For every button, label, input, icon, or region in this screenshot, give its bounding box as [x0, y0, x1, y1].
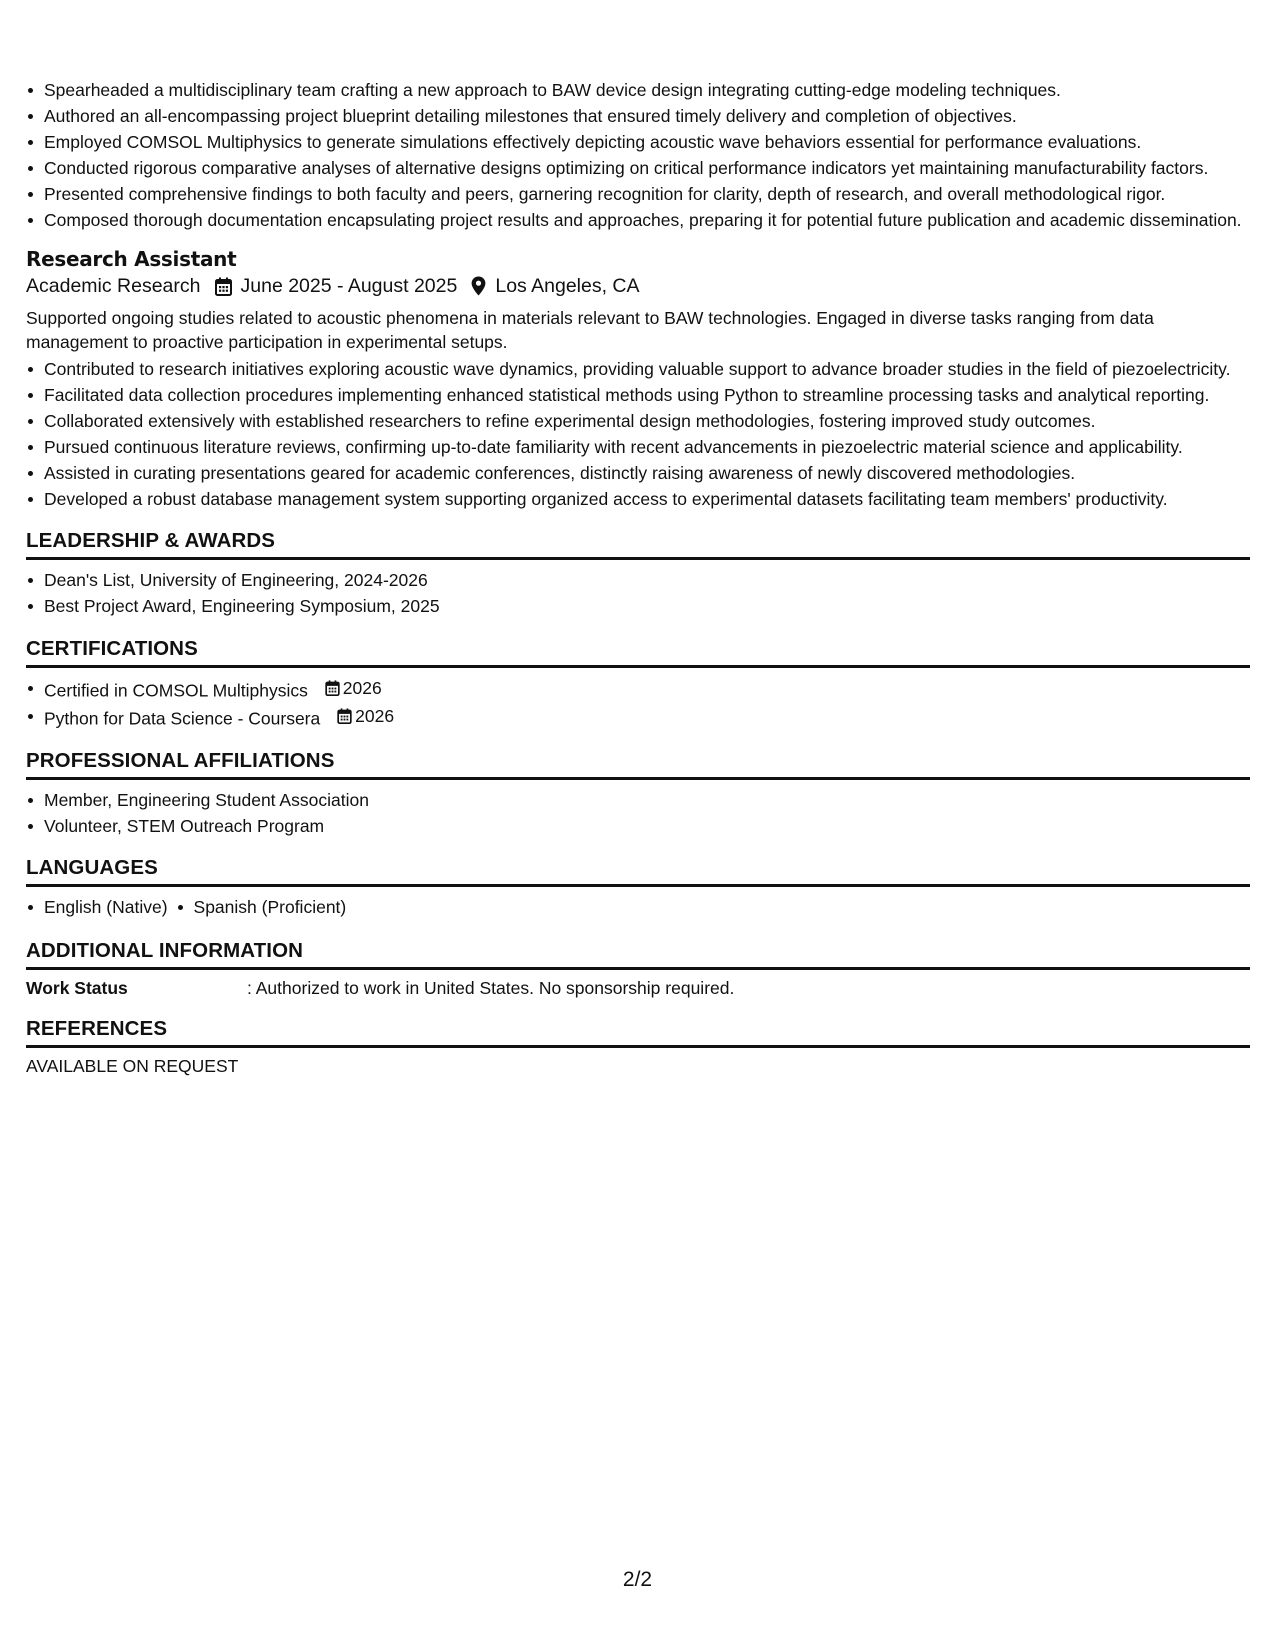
list-item: Best Project Award, Engineering Symposium, 2025 — [44, 594, 1250, 619]
section-affiliations — [26, 780, 1250, 839]
section-references — [26, 1048, 1250, 1077]
job-company: Academic Research — [26, 274, 201, 297]
calendar-icon — [215, 277, 232, 296]
section-heading-certifications: CERTIFICATIONS — [26, 637, 1250, 668]
cert-date — [325, 676, 382, 701]
list-item: Collaborated extensively with established researchers to refine experimental design methodologies, fostering improved study outcomes. — [44, 409, 1250, 434]
list-item: English (Native) — [44, 895, 168, 920]
calendar-icon — [337, 708, 352, 724]
list-item: Authored an all-encompassing project blueprint detailing milestones that ensured timely delivery and completion of objectives. — [44, 104, 1250, 129]
map-pin-icon — [471, 276, 486, 296]
list-item: Developed a robust database management system supporting organized access to experimental datasets facilitating team members' productivity. — [44, 487, 1250, 512]
project-bullet-list — [26, 78, 1250, 233]
cert-date — [337, 704, 394, 729]
section-heading-additional: ADDITIONAL INFORMATION — [26, 939, 1250, 970]
cert-year: 2026 — [355, 705, 395, 726]
section-heading-references: REFERENCES — [26, 1017, 1250, 1048]
job-summary: Supported ongoing studies related to acoustic phenomena in materials relevant to BAW technologies. Engaged in diverse tasks ranging from data management to proactive participation in experimental setups. — [26, 307, 1154, 352]
job-meta — [26, 275, 1250, 298]
list-item: Conducted rigorous comparative analyses of alternative designs optimizing on critical performance indicators yet maintaining manufacturability factors. — [44, 156, 1250, 181]
list-item: Presented comprehensive findings to both faculty and peers, garnering recognition for clarity, depth of research, and overall methodological rigor. — [44, 182, 1250, 207]
resume-page — [26, 78, 1250, 1077]
cert-name: Certified in COMSOL Multiphysics — [44, 679, 308, 700]
list-item: Dean's List, University of Engineering, 2024-2026 — [44, 568, 1250, 593]
section-leadership — [26, 560, 1250, 619]
work-status-value: : Authorized to work in United States. No sponsorship required. — [247, 978, 735, 998]
section-heading-languages: LANGUAGES — [26, 856, 1250, 887]
references-text: AVAILABLE ON REQUEST — [26, 1056, 239, 1076]
list-item: Contributed to research initiatives exploring acoustic wave dynamics, providing valuable support to advance broader studies in the field of piezoelectricity. — [44, 357, 1250, 382]
job-title: Research Assistant — [26, 246, 237, 271]
list-item: Member, Engineering Student Association — [44, 788, 1250, 813]
list-item: Assisted in curating presentations geared for academic conferences, distinctly raising awareness of newly discovered methodologies. — [44, 461, 1250, 486]
section-heading-leadership: LEADERSHIP & AWARDS — [26, 529, 1250, 560]
list-item — [44, 676, 1250, 703]
list-item: Spearheaded a multidisciplinary team crafting a new approach to BAW device design integrating cutting-edge modeling techniques. — [44, 78, 1250, 103]
list-item: Volunteer, STEM Outreach Program — [44, 814, 1250, 839]
section-heading-affiliations: PROFESSIONAL AFFILIATIONS — [26, 749, 1250, 780]
work-status-row — [26, 978, 1250, 999]
section-additional — [26, 970, 1250, 999]
list-item: Spanish (Proficient) — [194, 895, 347, 920]
section-certifications — [26, 668, 1250, 731]
cert-year: 2026 — [342, 677, 382, 698]
cert-name: Python for Data Science - Coursera — [44, 708, 321, 728]
list-item: Pursued continuous literature reviews, confirming up-to-date familiarity with recent advancements in piezoelectric material science and applicability. — [44, 435, 1250, 460]
page-number: 2/2 — [622, 1568, 653, 1591]
section-languages — [26, 887, 1250, 921]
job-bullet-list — [26, 357, 1250, 512]
list-item: Composed thorough documentation encapsulating project results and approaches, preparing it for potential future publication and academic dissemination. — [44, 208, 1250, 233]
job-dates: June 2025 - August 2025 — [240, 274, 458, 297]
job-location: Los Angeles, CA — [495, 274, 640, 297]
work-status-label: Work Status — [26, 978, 128, 998]
calendar-icon — [325, 680, 340, 696]
list-item: Employed COMSOL Multiphysics to generate simulations effectively depicting acoustic wave behaviors essential for performance evaluations. — [44, 130, 1250, 155]
list-item: Facilitated data collection procedures implementing enhanced statistical methods using Python to streamline processing tasks and analytical reporting. — [44, 383, 1250, 408]
list-item — [44, 704, 1250, 731]
